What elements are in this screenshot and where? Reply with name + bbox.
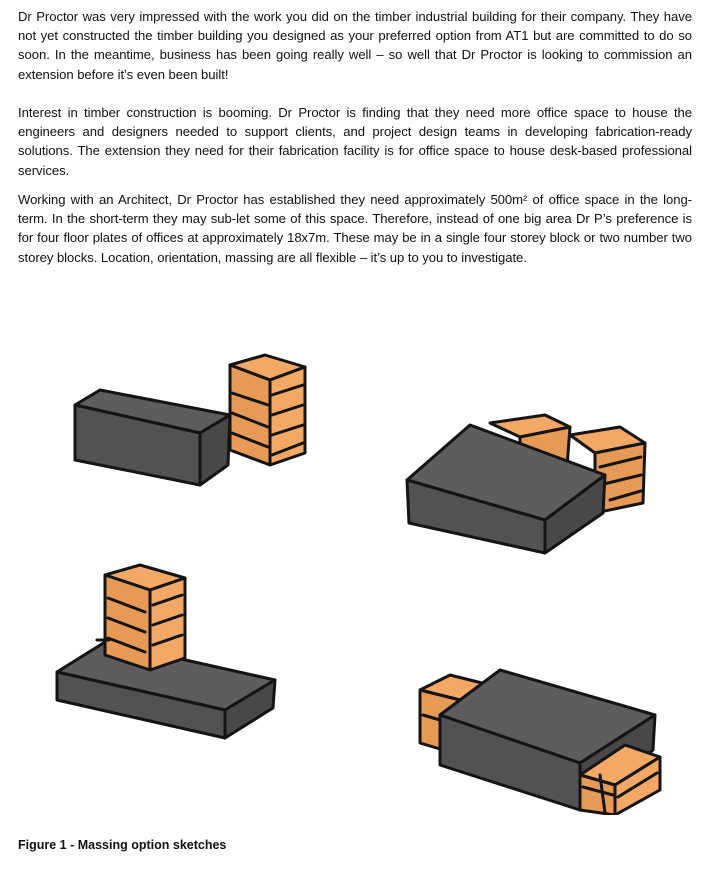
two-blocks-behind-icon — [407, 415, 645, 553]
context-paragraph: Interest in timber construction is booming. Dr Proctor is finding that they need more office space to house the engineers and designers needed to support clients, and project design teams in developing fabrication-ready solutions. The extension they need for their fabrication facility is for office space to house desk-based professional services. — [18, 105, 692, 178]
blocks-either-side-icon — [420, 670, 660, 815]
tall-block-on-top-icon — [57, 565, 275, 738]
massing-sketch-3 — [45, 560, 295, 740]
massing-sketch-4 — [415, 645, 670, 815]
massing-sketch-2 — [395, 405, 655, 555]
intro-paragraph: Dr Proctor was very impressed with the work you did on the timber industrial building for their company. They have not yet constructed the timber building you designed as your preferred option from AT1 but are committed to do so soon. In the meantime, business has been going really well – so well that Dr Proctor is looking to commission an extension before it’s even been built! — [18, 9, 692, 82]
tall-block-behind-icon — [75, 355, 305, 485]
figure-caption: Figure 1 - Massing option sketches — [18, 838, 227, 852]
brief-paragraph: Working with an Architect, Dr Proctor has established they need approximately 500m² of office space in the long-term. In the short-term they may sub-let some of this space. Therefore, instead of one big area Dr P’s preference is for four floor plates of offices at approximately 18x7m. These may be in a single four storey block or two number two storey blocks. Location, orientation, massing are all flexible – it’s up to you to investigate. — [18, 192, 692, 265]
massing-sketch-1 — [60, 345, 320, 495]
